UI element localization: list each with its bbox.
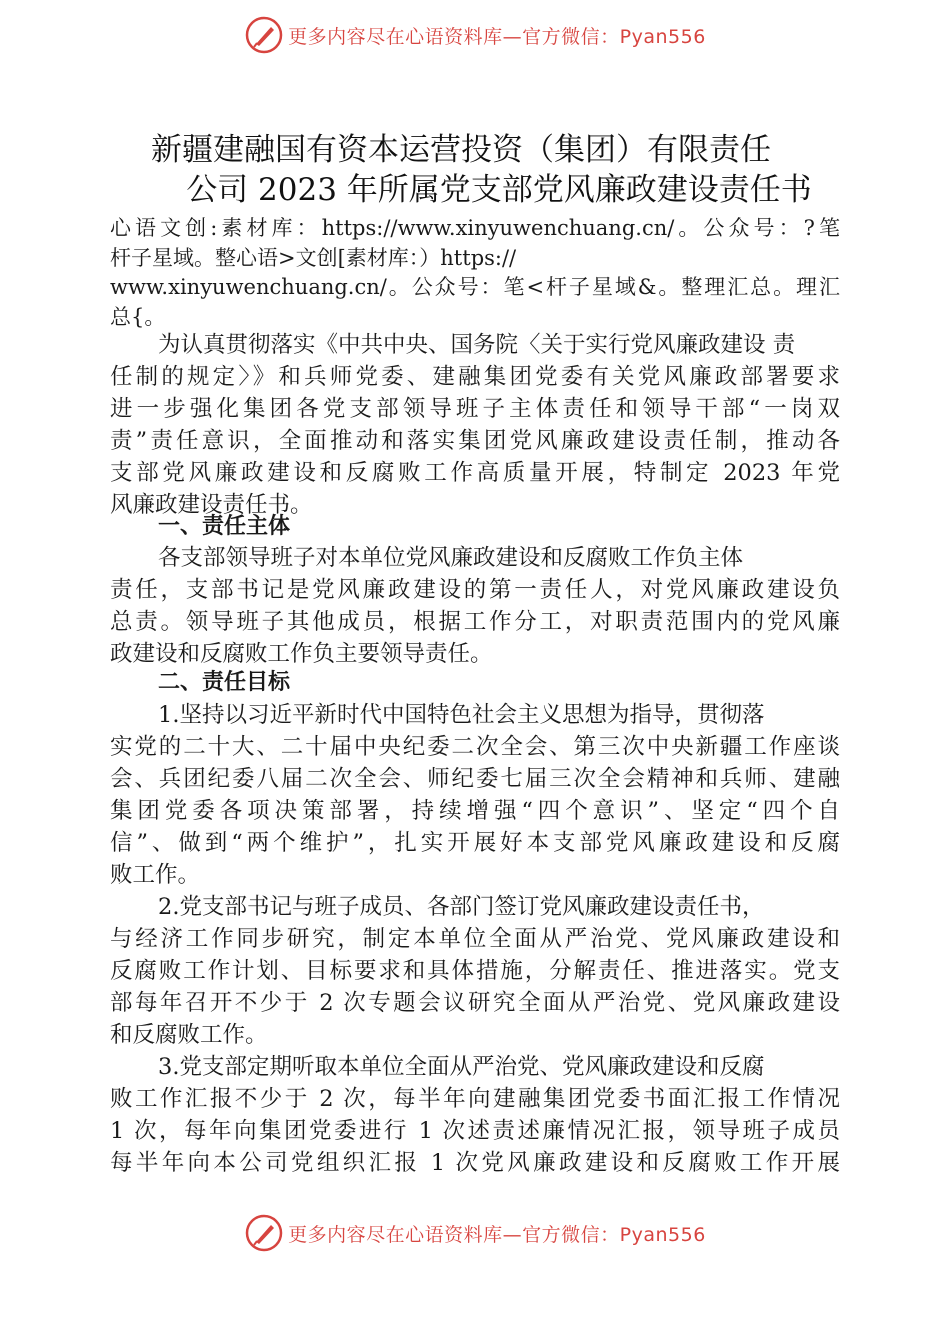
paragraph-line: 为认真贯彻落实《中共中央、国务院〈关于实行党风廉政建设 责 (158, 332, 796, 358)
footer-banner (0, 1210, 950, 1256)
paragraph-line: 任制的规定〉》和兵师党委、建融集团党委有关党风廉政部署要求 (110, 364, 840, 390)
meta-line-3: www.xinyuwenchuang.cn/。公众号：笔<杆子星域&。整理汇总。理汇 (110, 275, 840, 299)
paragraph-line: 与经济工作同步研究，制定本单位全面从严治党、党风廉政建设和 (110, 926, 840, 952)
paragraph-line: 败工作。 (110, 862, 201, 888)
meta-line-4: 总{。 (110, 305, 166, 329)
paragraph-line: 1 次，每年向集团党委进行 1 次述责述廉情况汇报，领导班子成员 (110, 1118, 840, 1144)
section-heading-1: 一、责任主体 (158, 514, 291, 539)
paragraph-line: 风廉政建设责任书。 (110, 492, 313, 518)
paragraph-line: 集团党委各项决策部署，持续增强“四个意识”、坚定“四个自 (110, 798, 840, 824)
document-title-line-1: 新疆建融国有资本运营投资（集团）有限责任 (151, 132, 771, 168)
paragraph-line: 2.党支部书记与班子成员、各部门签订党风廉政建设责任书， (158, 894, 765, 920)
meta-line-1: 心语文创:素材库：https://www.xinyuwenchuang.cn/。公众号：?笔 (110, 216, 840, 240)
paragraph-line: 支部党风廉政建设和反腐败工作高质量开展，特制定 2023 年党 (110, 460, 840, 486)
paragraph-line: 进一步强化集团各党支部领导班子主体责任和领导干部“一岗双 (110, 396, 840, 422)
section-heading-2: 二、责任目标 (158, 670, 291, 695)
paragraph-line: 1.坚持以习近平新时代中国特色社会主义思想为指导，贯彻落 (158, 702, 765, 728)
wechat-id: Pyan556 (619, 1223, 706, 1246)
document-title-line-2: 公司 2023 年所属党支部党风廉政建设责任书 (186, 172, 812, 208)
header-banner (0, 12, 950, 58)
paragraph-line: 3.党支部定期听取本单位全面从严治党、党风廉政建设和反腐 (158, 1054, 765, 1080)
paragraph-line: 责”责任意识，全面推动和落实集团党风廉政建设责任制，推动各 (110, 428, 840, 454)
paragraph-line: 部每年召开不少于 2 次专题会议研究全面从严治党、党风廉政建设 (110, 990, 840, 1016)
paragraph-line: 政建设和反腐败工作负主要领导责任。 (110, 641, 493, 667)
paragraph-line: 会、兵团纪委八届二次全会、师纪委七届三次全会精神和兵师、建融 (110, 766, 840, 792)
paragraph-line: 实党的二十大、二十届中央纪委二次全会、第三次中央新疆工作座谈 (110, 734, 840, 760)
paragraph-line: 和反腐败工作。 (110, 1022, 268, 1048)
banner-text: 更多内容尽在心语资料库—官方微信：Pyan556 (288, 1223, 706, 1246)
paragraph-line: 信”、做到“两个维护”，扎实开展好本支部党风廉政建设和反腐 (110, 830, 840, 856)
paragraph-line: 责任，支部书记是党风廉政建设的第一责任人，对党风廉政建设负 (110, 577, 840, 603)
paragraph-line: 总责。领导班子其他成员，根据工作分工，对职责范围内的党风廉 (110, 609, 840, 635)
paragraph-line: 败工作汇报不少于 2 次，每半年向建融集团党委书面汇报工作情况 (110, 1086, 840, 1112)
quill-pen-logo-icon (244, 15, 284, 55)
paragraph-line: 反腐败工作计划、目标要求和具体措施，分解责任、推进落实。党支 (110, 958, 840, 984)
wechat-id: Pyan556 (619, 25, 706, 48)
banner-text: 更多内容尽在心语资料库—官方微信：Pyan556 (288, 25, 706, 48)
paragraph-line: 每半年向本公司党组织汇报 1 次党风廉政建设和反腐败工作开展 (110, 1150, 840, 1176)
meta-line-2: 杆子星域。整心语>文创[素材库：）https:// (110, 246, 517, 270)
quill-pen-logo-icon (244, 1213, 284, 1253)
paragraph-line: 各支部领导班子对本单位党风廉政建设和反腐败工作负主体 (158, 545, 744, 571)
